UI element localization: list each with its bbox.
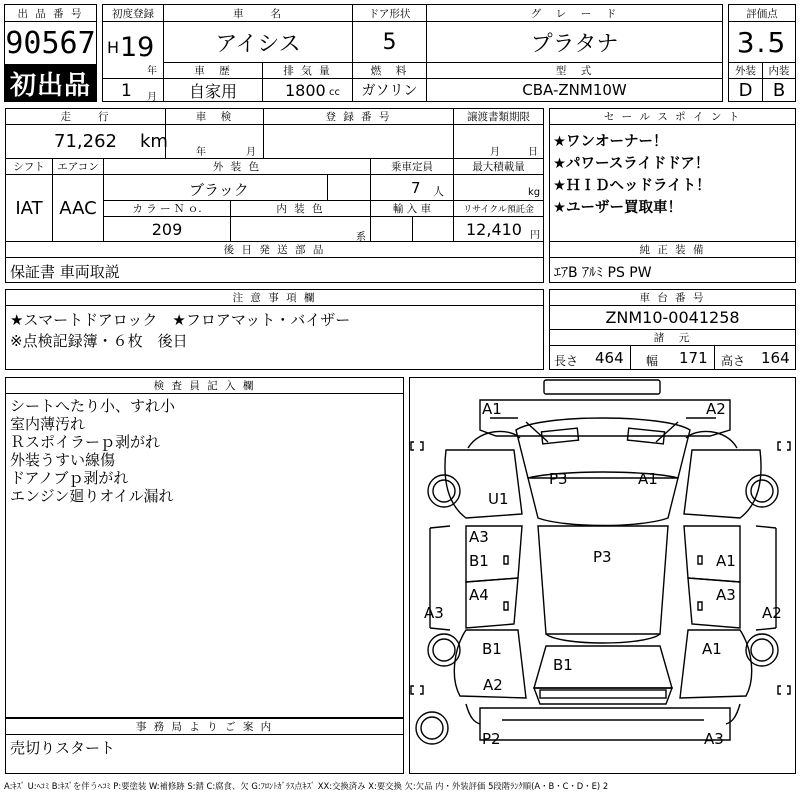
transfer-month-unit: 月 [490, 147, 500, 158]
int-color-label: 内 装 色 [230, 200, 371, 217]
height: 164 [761, 349, 790, 367]
sales-point: ★パワースライドドア！ [553, 156, 710, 172]
grade-label: グ レ ー ド [426, 4, 723, 22]
era: H [107, 38, 120, 57]
load-label: 最大積載量 [453, 158, 544, 175]
ext-color-cell [103, 174, 371, 201]
caution-line: ※点検記録簿・６枚 後日 [10, 332, 188, 350]
shift: IAT [5, 174, 53, 242]
capacity-unit: 人 [433, 185, 444, 198]
lot-no: 90567 [4, 21, 97, 65]
width: 171 [679, 349, 708, 367]
capacity-cell [370, 174, 454, 201]
ext-score-label: 外装 [728, 62, 763, 79]
first-reg-year: 19 [120, 32, 155, 63]
ext-score: D [728, 78, 763, 102]
damage-mark: P3 [549, 470, 568, 488]
model-label: 型 式 [426, 62, 723, 79]
displacement-label: 排 気 量 [262, 62, 353, 79]
mileage: 71,262 [54, 131, 117, 152]
inspection-cell [165, 124, 264, 159]
office-label: 事 務 局 よ り ご 案 内 [5, 718, 404, 735]
recycle-unit: 円 [530, 230, 540, 241]
lot-no-label: 出 品 番 号 [4, 4, 97, 22]
load-unit: kg [528, 187, 541, 198]
insp-month-unit: 月 [246, 147, 256, 158]
later-parts-label: 後 日 発 送 部 品 [5, 241, 544, 258]
first-listing-badge: 初出品 [4, 64, 97, 102]
fuel: ガソリン [352, 78, 427, 102]
first-reg-month: 1 [121, 81, 132, 101]
inspection-label: 車 検 [165, 108, 264, 125]
caution-label: 注 意 事 項 欄 [5, 289, 544, 306]
damage-mark: A3 [704, 730, 724, 748]
history-label: 車 歴 [163, 62, 263, 79]
grade: プラタナ [426, 21, 723, 63]
length-cell [549, 345, 631, 370]
damage-mark: A1 [702, 640, 722, 658]
int-score: B [762, 78, 796, 102]
divider [412, 217, 413, 241]
int-color-cell [230, 216, 371, 242]
color-no-label: カ ラ ー Ｎ ｏ. [103, 200, 231, 217]
damage-mark: A2 [762, 604, 782, 622]
color-no: 209 [103, 216, 231, 242]
mileage-cell [5, 124, 166, 159]
shift-label: シフト [5, 158, 53, 175]
sales-points-label: セ ー ル ス ポ イ ン ト [549, 108, 796, 125]
inspector-note: 室内薄汚れ [10, 415, 86, 433]
displacement-unit: cc [329, 87, 340, 98]
chassis-number: ZNM10-0041258 [549, 305, 796, 330]
month-unit: 月 [147, 92, 157, 103]
sales-points-box [549, 124, 796, 242]
mileage-unit: km [140, 131, 168, 152]
ac: AAC [52, 174, 104, 242]
ac-label: エアコン [52, 158, 104, 175]
first-reg-label: 初度登録 [102, 4, 164, 22]
recycle-label: リサイクル預託金 [453, 200, 544, 217]
damage-mark: P3 [593, 548, 612, 566]
car-outline [410, 378, 795, 773]
score: 3.5 [728, 21, 796, 63]
capacity-label: 乗車定員 [370, 158, 454, 175]
import-cell [370, 216, 454, 242]
genuine-equipment: ｴｱB ｱﾙﾐ PS PW [554, 265, 652, 281]
inspector-note: 外装うすい線傷 [10, 451, 116, 469]
height-cell [714, 345, 796, 370]
displacement: 1800 [285, 81, 326, 100]
car-name: アイシス [163, 21, 353, 63]
damage-mark: U1 [488, 490, 509, 508]
damage-mark: B1 [553, 656, 573, 674]
inspector-label: 検 査 員 記 入 欄 [5, 377, 404, 394]
office-box [5, 734, 404, 774]
model: CBA-ZNM10W [426, 78, 723, 102]
transfer-cell [453, 124, 544, 159]
damage-mark: B1 [482, 640, 502, 658]
mileage-label: 走 行 [5, 108, 166, 125]
damage-mark: A1 [482, 400, 502, 418]
damage-diagram [409, 377, 796, 774]
legend: A:ｷｽﾞ U:ﾍｺﾐ B:ｷｽﾞを伴うﾍｺﾐ P:要塗装 W:補修跡 S:錆 C:腐食、欠 G:ﾌﾛﾝﾄｶﾞﾗｽ点ｷｽﾞ XX:交換済み X:要交換 欠:欠品 内・外装評価 5段階ﾗﾝｸ順(A・B・C・D・E) 2 [4, 781, 609, 791]
ext-color-label: 外 装 色 [103, 158, 371, 175]
length: 464 [595, 349, 624, 367]
car-name-label: 車 名 [163, 4, 353, 22]
first-reg-month-cell [102, 78, 164, 102]
insp-year-unit: 年 [196, 147, 206, 158]
sales-point: ★ユーザー買取車！ [553, 200, 682, 216]
damage-mark: A2 [483, 676, 503, 694]
damage-mark: A1 [638, 470, 658, 488]
sales-point: ★ＨＩＤヘッドライト！ [553, 178, 711, 194]
reg-no-cell [263, 124, 454, 159]
int-color-unit: 系 [356, 232, 366, 243]
year-unit: 年 [147, 66, 157, 77]
width-cell [630, 345, 715, 370]
specs-label: 諸 元 [549, 329, 796, 346]
caution-line: ★スマートドアロック ★フロアマット・バイザー [10, 311, 351, 329]
transfer-label: 譲渡書類期限 [453, 108, 544, 125]
later-parts: 保証書 車両取説 [10, 263, 120, 281]
recycle: 12,410 [466, 220, 522, 239]
damage-mark: A4 [469, 586, 489, 604]
genuine-label: 純 正 装 備 [549, 241, 796, 258]
sales-point: ★ワンオーナー！ [553, 134, 668, 150]
damage-mark: P2 [482, 730, 501, 748]
chassis-label: 車 台 番 号 [549, 289, 796, 306]
import-label: 輸 入 車 [370, 200, 454, 217]
genuine-box [549, 257, 796, 283]
int-score-label: 内装 [762, 62, 796, 79]
first-reg-year-cell [102, 21, 164, 79]
inspector-note: エンジン廻りオイル漏れ [10, 487, 174, 505]
damage-mark: A3 [424, 604, 444, 622]
width-label: 幅 [646, 354, 659, 368]
transfer-day-unit: 日 [528, 147, 538, 158]
length-label: 長さ [554, 354, 579, 368]
history: 自家用 [163, 78, 263, 102]
later-parts-box [5, 257, 544, 283]
recycle-cell [453, 216, 544, 242]
divider [327, 175, 328, 200]
inspector-note: Ｒスポイラーｐ剥がれ [10, 433, 161, 451]
caution-box [5, 305, 544, 370]
inspector-note: ドアノブｐ剥がれ [10, 469, 129, 487]
score-label: 評価点 [728, 4, 796, 22]
door-label: ドア形状 [352, 4, 427, 22]
reg-no-label: 登 録 番 号 [263, 108, 454, 125]
load-cell [453, 174, 544, 201]
height-label: 高さ [721, 354, 746, 368]
damage-mark: A3 [469, 528, 489, 546]
damage-mark: A2 [706, 400, 726, 418]
damage-mark: A3 [716, 586, 736, 604]
damage-mark: A1 [716, 552, 736, 570]
damage-mark: B1 [469, 552, 489, 570]
ext-color: ブラック [189, 181, 249, 199]
inspector-note: シートへたり小、すれ小 [10, 397, 176, 415]
inspector-box [5, 393, 404, 718]
office-note: 売切りスタート [10, 739, 116, 757]
capacity: 7 [411, 179, 421, 197]
fuel-label: 燃 料 [352, 62, 427, 79]
displacement-cell [262, 78, 353, 102]
door-type: 5 [352, 21, 427, 63]
